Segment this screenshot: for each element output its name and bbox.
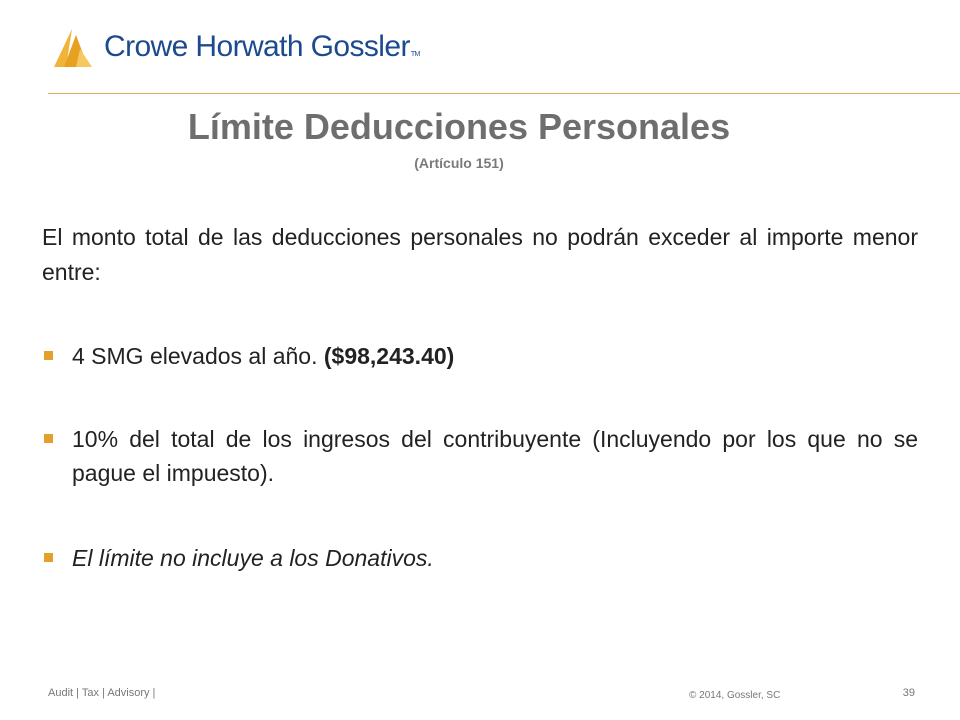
slide-title: Límite Deducciones Personales [187, 106, 731, 147]
crowe-logo [50, 26, 96, 70]
bullet-item [42, 339, 918, 374]
brand-name [104, 30, 420, 64]
square-bullet-icon [44, 351, 53, 360]
bullet-text: 10% del total de los ingresos del contribuyente (Incluyendo por los que no se pague el impuesto). [72, 425, 918, 486]
square-bullet-icon [44, 434, 53, 443]
bullet-text: El límite no incluye a los Donativos. [72, 544, 434, 571]
bullet-item [42, 541, 918, 576]
intro-paragraph: El monto total de las deducciones personales no podrán exceder al importe menor entre: [42, 224, 918, 285]
slide-subtitle: (Artículo 151) [414, 155, 504, 171]
brand-text: Crowe Horwath Gossler [104, 30, 410, 63]
sail-logo-icon [50, 27, 96, 69]
square-bullet-icon [44, 553, 53, 562]
bullet-item [42, 422, 918, 491]
footer-services: Audit | Tax | Advisory | [48, 687, 156, 699]
trademark: TM [410, 51, 420, 58]
header-divider [48, 93, 960, 94]
page-number: 39 [902, 687, 915, 699]
bullet-text: 4 SMG elevados al año. [72, 343, 324, 369]
bullet-amount: ($98,243.40) [323, 343, 455, 369]
footer-copyright: © 2014, Gossler, SC [689, 690, 781, 701]
bullet-list [42, 339, 918, 575]
slide-body [42, 220, 918, 575]
